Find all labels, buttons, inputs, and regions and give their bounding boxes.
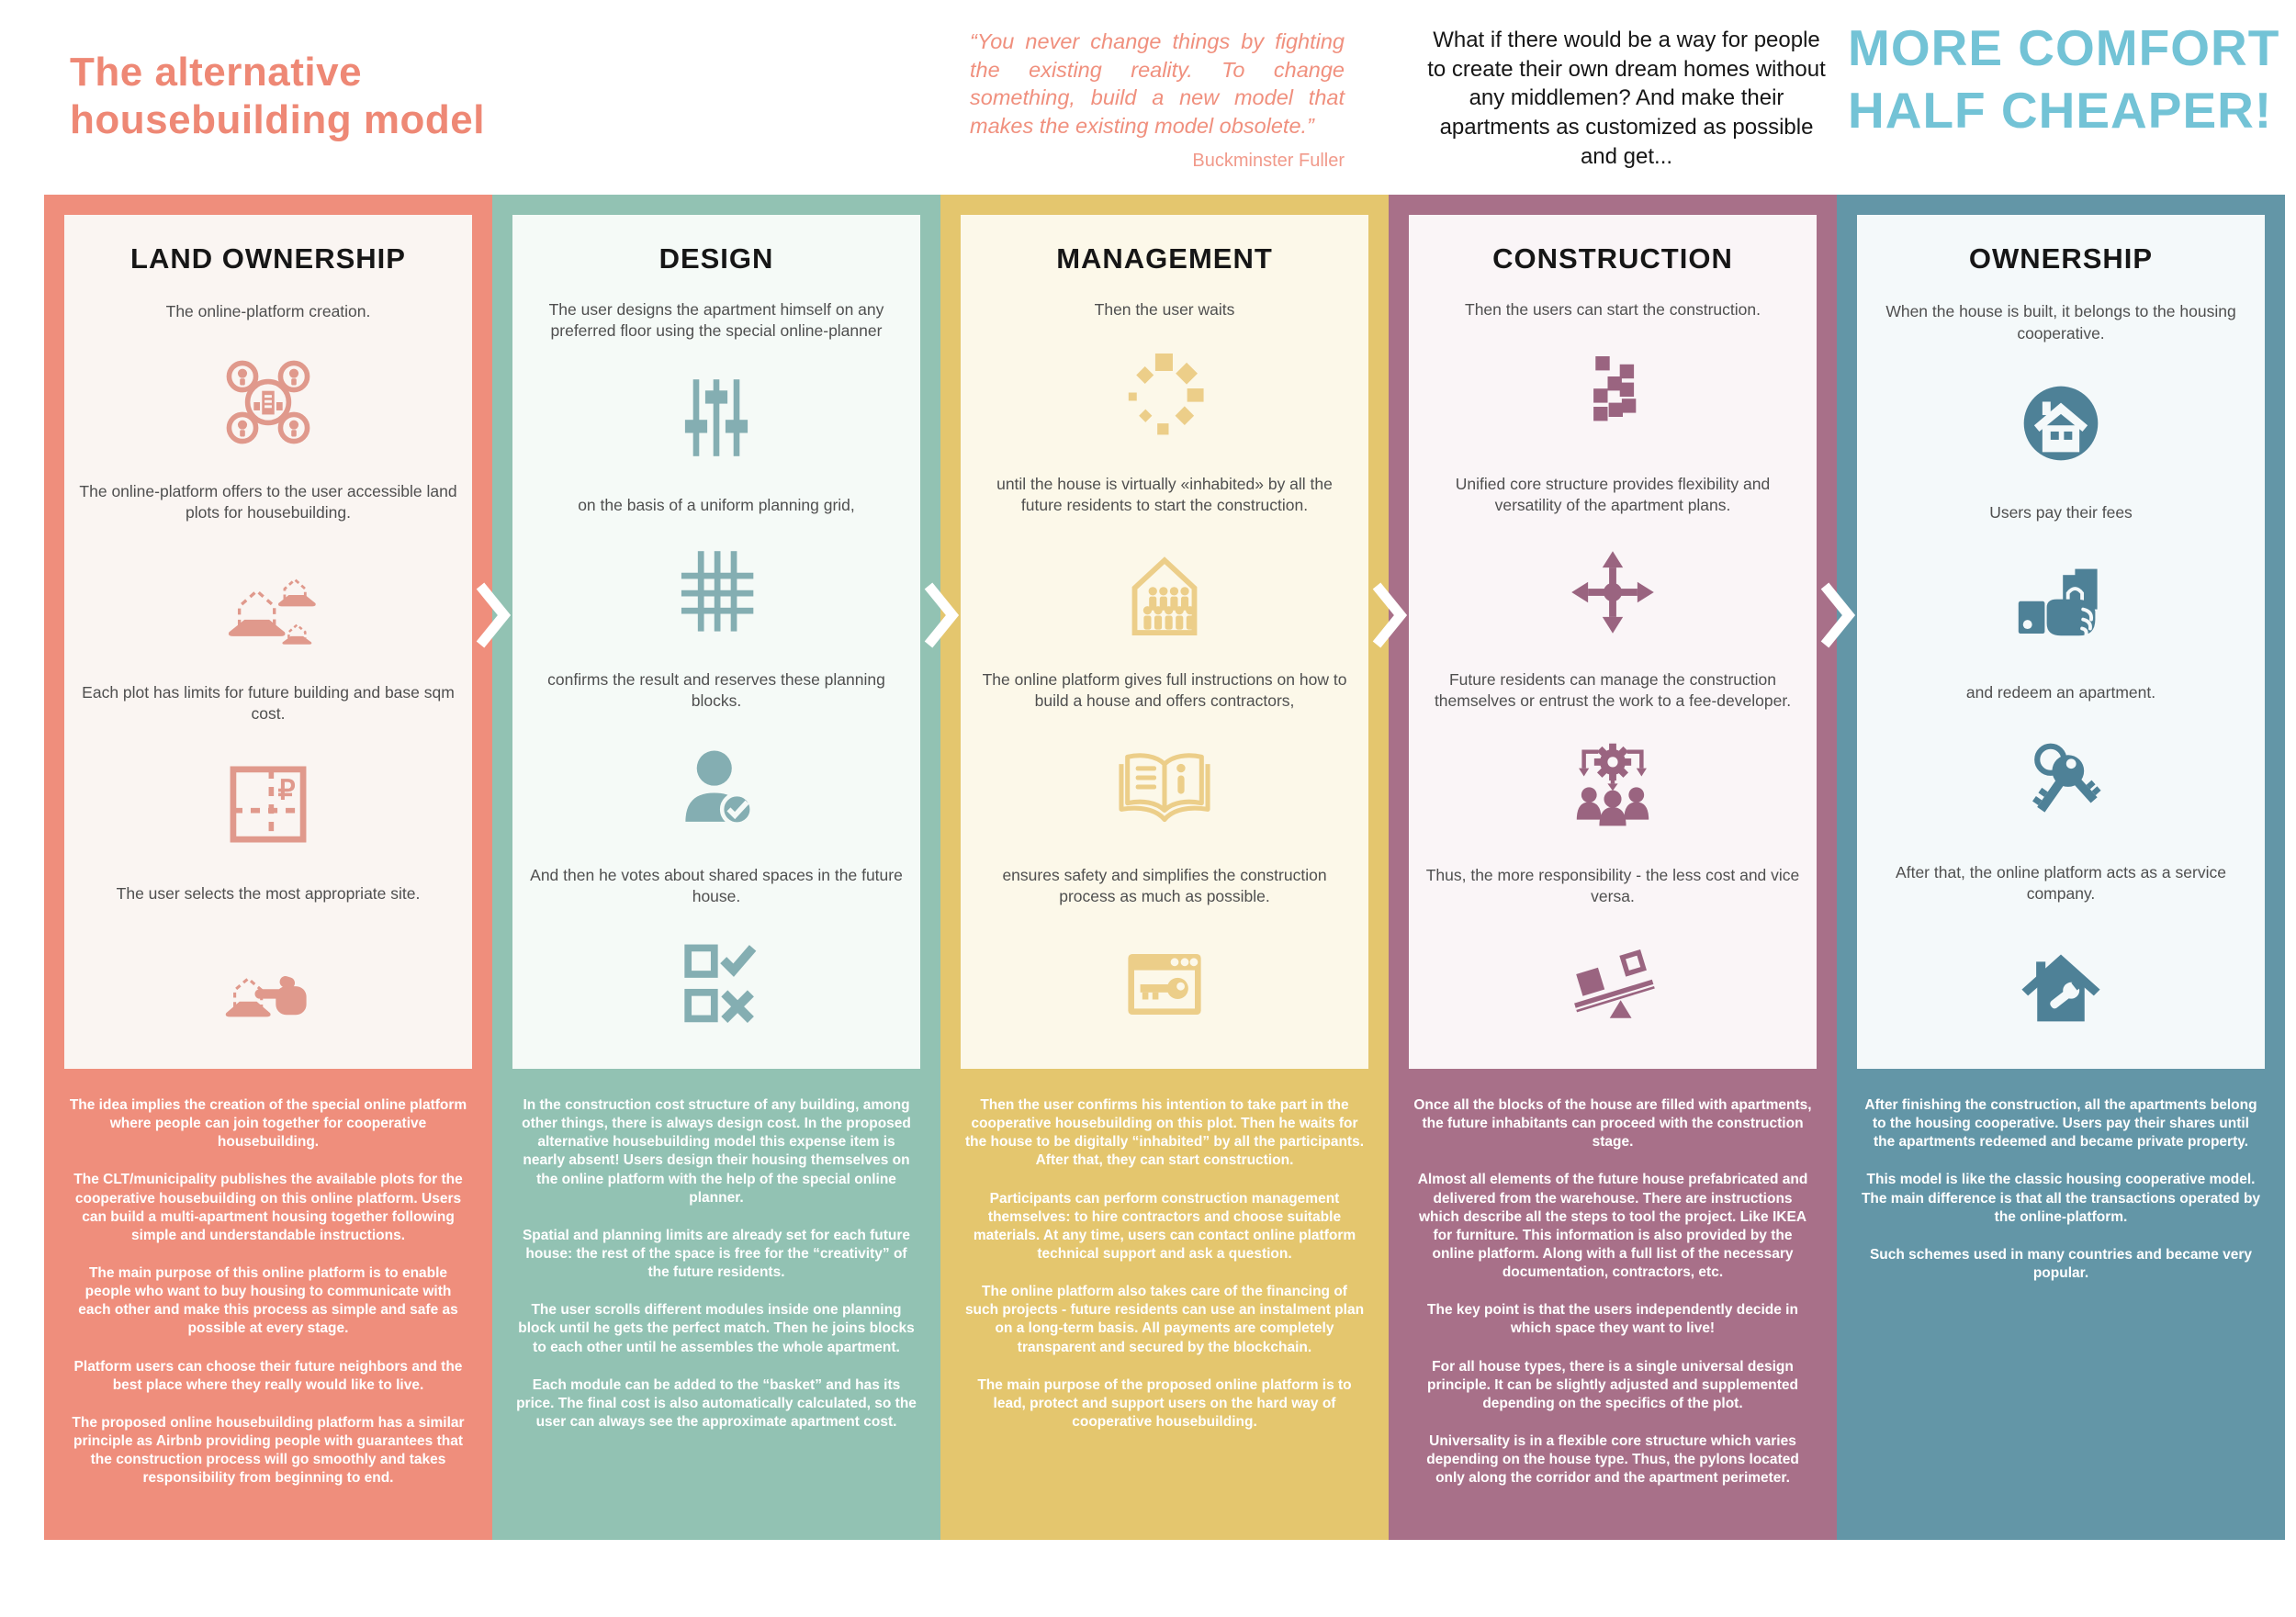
- site-selection-icon: [213, 931, 323, 1038]
- footer-paragraph: The key point is that the users independently decide in which space they want to live!: [1427, 1302, 1798, 1337]
- land-plots-icon: [214, 550, 322, 657]
- design-card: [512, 215, 920, 1069]
- step-caption: The online platform gives full instructions on how to build a house and offers contractors,: [982, 669, 1347, 711]
- column-footer: [940, 1069, 1389, 1432]
- footer-paragraph: Platform users can choose their future neighbors and the best place where they really would like to live.: [73, 1358, 463, 1393]
- footer-paragraph: Then the user confirms his intention to take part in the cooperative housebuilding on this plot. Then he waits for the house to be digitally “inhabited” by all the participants. After that, they can start construction.: [964, 1097, 1365, 1169]
- chevron-right-icon: [1818, 580, 1856, 650]
- plot-limits-plan-icon: [217, 751, 320, 858]
- intro-text: What if there would be a way for people to create their own dream homes without any middlemen? And make their apartments as customized as possible and get...: [1427, 28, 1826, 169]
- loading-spinner-icon: [1113, 343, 1216, 450]
- step-caption: Then the users can start the construction.: [1465, 299, 1761, 319]
- page-title: The alternative housebuilding model: [70, 50, 485, 142]
- footer-paragraph: Such schemes used in many countries and became very popular.: [1869, 1246, 2253, 1281]
- step-caption: Future residents can manage the construction themselves or entrust the work to a fee-developer.: [1434, 669, 1792, 711]
- step-caption: The online-platform offers to the user accessible land plots for housebuilding.: [79, 482, 457, 522]
- keys-icon: [2009, 730, 2112, 837]
- footer-paragraph: Once all the blocks of the house are filled with apartments, the future inhabitants can proceed with the construction stage.: [1413, 1097, 1812, 1151]
- ownership-card: [1857, 215, 2265, 1069]
- pay-fees-icon: [2007, 550, 2115, 657]
- column-footer: [1837, 1069, 2285, 1283]
- step-caption: Thus, the more responsibility - the less cost and vice versa.: [1425, 866, 1800, 906]
- footer-paragraph: The proposed online housebuilding platform has a similar principle as Airbnb providing people with guarantees that the construction process will go smoothly and takes responsibility from beginning to end.: [72, 1414, 465, 1487]
- column-construction: [1389, 195, 1837, 1540]
- footer-paragraph: Universality is in a flexible core structure which varies depending on the house type. Thus, the pylons located only along the corridor and the apartment perimeter.: [1426, 1432, 1799, 1487]
- building-blocks-icon: [1562, 343, 1663, 450]
- footer-paragraph: In the construction cost structure of any building, among other things, there is always design cost. In the proposed alternative housebuilding model this expense item is nearly absent! Users design their housing themselves on the online platform with the help of the special online planner.: [522, 1097, 911, 1206]
- management-gear-icon: [1559, 736, 1666, 842]
- column-title: DESIGN: [658, 242, 774, 275]
- quote-author: Buckminster Fuller: [1192, 151, 1345, 172]
- sliders-icon: [666, 365, 767, 471]
- step-caption: The user selects the most appropriate site.: [116, 884, 421, 904]
- construction-card: [1409, 215, 1817, 1069]
- step-caption: ensures safety and simplifies the construction process as much as possible.: [1002, 866, 1327, 906]
- step-caption: Then the user waits: [1094, 299, 1235, 319]
- footer-paragraph: The online platform also takes care of the financing of such projects - future residents can use an instalment plan on a long-term basis. All payments are completely transparent and secured by the blockchain.: [964, 1284, 1365, 1355]
- footer-paragraph: This model is like the classic housing cooperative model. The main difference is that all the transactions operated by the online-platform.: [1861, 1172, 2261, 1225]
- service-house-icon: [2009, 931, 2113, 1038]
- chevron-right-icon: [473, 580, 512, 650]
- step-caption: The online-platform creation.: [165, 302, 371, 321]
- column-management: [940, 195, 1389, 1540]
- person-confirm-icon: [665, 736, 768, 842]
- house-circle-icon: [2009, 370, 2112, 477]
- column-ownership: [1837, 195, 2285, 1540]
- platform-key-icon: [1112, 931, 1217, 1038]
- balance-seesaw-icon: [1559, 931, 1666, 1038]
- column-footer: [492, 1069, 940, 1432]
- step-caption: Users pay their fees: [1989, 503, 2133, 522]
- four-arrows-icon: [1561, 539, 1664, 646]
- step-caption: Unified core structure provides flexibility and versatility of the apartment plans.: [1455, 474, 1771, 514]
- column-footer: [1389, 1069, 1837, 1488]
- quote-block: [970, 28, 1345, 172]
- network-platform-icon: [217, 349, 320, 455]
- stages-row: [44, 195, 2285, 1540]
- footer-paragraph: After finishing the construction, all the apartments belong to the housing cooperative. Users pay their shares until the apartments redeemed and became private property.: [1864, 1097, 2257, 1151]
- management-card: [961, 215, 1368, 1069]
- slogan-text: MORE COMFORT HALF CHEAPER!: [1848, 19, 2280, 140]
- step-caption: And then he votes about shared spaces in the future house.: [530, 866, 903, 906]
- footer-paragraph: The main purpose of the proposed online platform is to lead, protect and support users on the hard way of cooperative housebuilding.: [977, 1376, 1352, 1430]
- step-caption: The user designs the apartment himself on any preferred floor using the special online-planner: [548, 299, 884, 340]
- footer-paragraph: Almost all elements of the future house prefabricated and delivered from the warehouse. There are instructions which describe all the steps to tool the project. Like IKEA for furniture. This information is also provided by the online platform. Along with a full list of the necessary documentation, contractors, etc.: [1417, 1172, 1808, 1281]
- step-caption: on the basis of a uniform planning grid,: [578, 495, 855, 514]
- footer-paragraph: The main purpose of this online platform is to enable people who want to buy housing to communicate with each other and make this process as simple and safe as possible at every stage.: [78, 1264, 458, 1337]
- footer-paragraph: The user scrolls different modules inside one planning block until he gets the perfect match. Then he joins blocks to each other until he assembles the whole apartment.: [518, 1302, 915, 1355]
- land-ownership-card: [64, 215, 472, 1069]
- planning-grid-icon: [665, 539, 768, 646]
- column-design: [492, 195, 940, 1540]
- step-caption: until the house is virtually «inhabited» by all the future residents to start the construction.: [996, 474, 1333, 514]
- ruble-symbol: ₽: [277, 775, 296, 806]
- quote-text: “You never change things by fighting the existing reality. To change something, build a new model that makes the existing model obsolete.”: [970, 29, 1345, 138]
- footer-paragraph: Each module can be added to the “basket” and has its price. The final cost is also automatically calculated, so the user can always see the approximate apartment cost.: [516, 1376, 917, 1430]
- footer-paragraph: Spatial and planning limits are already set for each future house: the rest of the space is free for the “creativity” of the future residents.: [522, 1227, 911, 1281]
- step-caption: confirms the result and reserves these planning blocks.: [547, 669, 885, 711]
- instructions-book-icon: [1110, 736, 1219, 842]
- step-caption: After that, the online platform acts as a service company.: [1896, 863, 2226, 904]
- footer-paragraph: For all house types, there is a single universal design principle. It can be slightly adjusted and supplemented depending on the specifics of the plot.: [1427, 1358, 1798, 1411]
- column-title: LAND OWNERSHIP: [130, 242, 406, 275]
- inhabited-house-icon: [1111, 539, 1218, 646]
- step-caption: Each plot has limits for future building and base sqm cost.: [82, 683, 455, 724]
- chevron-right-icon: [921, 580, 960, 650]
- column-title: MANAGEMENT: [1056, 242, 1273, 275]
- step-caption: When the house is built, it belongs to the housing cooperative.: [1885, 302, 2236, 342]
- footer-paragraph: The idea implies the creation of the special online platform where people can join together for cooperative housebuilding.: [69, 1097, 467, 1151]
- column-land-ownership: [44, 195, 492, 1540]
- vote-checkbox-icon: [666, 931, 767, 1038]
- column-footer: [44, 1069, 492, 1488]
- footer-paragraph: The CLT/municipality publishes the available plots for the cooperative housebuilding on this online platform. Users can build a multi-apartment housing together following simple and understandable instructions.: [73, 1172, 463, 1243]
- step-caption: and redeem an apartment.: [1965, 683, 2156, 702]
- column-title: CONSTRUCTION: [1492, 242, 1733, 275]
- footer-paragraph: Participants can perform construction management themselves: to hire contractors and choose suitable materials. At any time, users can contact online platform technical support and ask a question.: [973, 1190, 1356, 1262]
- chevron-right-icon: [1369, 580, 1408, 650]
- column-title: OWNERSHIP: [1968, 242, 2154, 275]
